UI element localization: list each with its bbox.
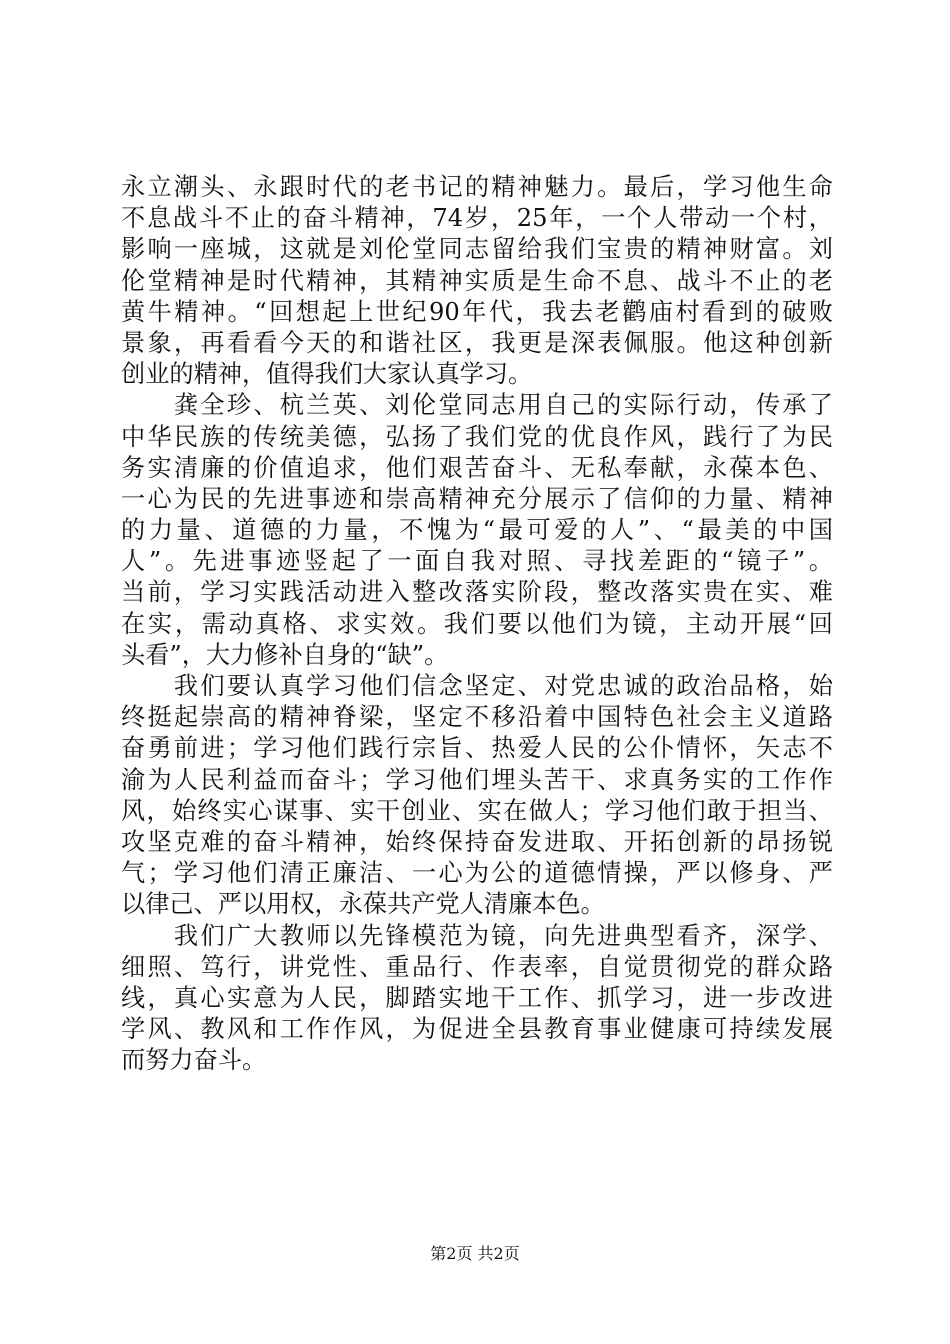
text-line: 风，始终实心谋事、实干创业、实在做人；学习他们敢于担当、 <box>121 796 833 825</box>
text-line: 细照、笃行，讲党性、重品行、作表率，自觉贯彻党的群众路 <box>121 952 833 981</box>
text-line: 当前，学习实践活动进入整改落实阶段，整改落实贵在实、难 <box>121 578 833 607</box>
text-line: 龚全珍、杭兰英、刘伦堂同志用自己的实际行动，传承了 <box>121 391 833 420</box>
text-line: 线，真心实意为人民，脚踏实地干工作、抓学习，进一步改进 <box>121 983 833 1012</box>
page-number-label: 第2页 共2页 <box>430 1244 520 1263</box>
text-line: 气；学习他们清正廉洁、一心为公的道德情操，严以修身、严 <box>121 859 833 888</box>
paragraph-4 <box>121 921 833 1077</box>
text-line: 中华民族的传统美德，弘扬了我们党的优良作风，践行了为民 <box>121 422 833 451</box>
text-line: 以律己、严以用权，永葆共产党人清廉本色。 <box>121 890 605 919</box>
paragraph-2 <box>121 390 833 671</box>
text-line: 影响一座城，这就是刘伦堂同志留给我们宝贵的精神财富。刘 <box>121 235 833 264</box>
text-line: 奋勇前进；学习他们践行宗旨、热爱人民的公仆情怀，矢志不 <box>121 734 833 763</box>
text-line: 我们广大教师以先锋模范为镜，向先进典型看齐，深学、 <box>121 921 833 950</box>
text-line: 终挺起崇高的精神脊梁，坚定不移沿着中国特色社会主义道路 <box>121 703 833 732</box>
text-line: 头看”，大力修补自身的“缺”。 <box>121 640 449 669</box>
text-line: 的力量、道德的力量，不愧为“最可爱的人”、“最美的中国 <box>121 516 833 545</box>
text-line: 伦堂精神是时代精神，其精神实质是生命不息、战斗不止的老 <box>121 266 833 295</box>
text-line: 永立潮头、永跟时代的老书记的精神魅力。最后，学习他生命 <box>121 173 833 201</box>
text-line: 在实，需动真格、求实效。我们要以他们为镜，主动开展“回 <box>121 609 833 638</box>
text-line: 人”。先进事迹竖起了一面自我对照、寻找差距的“镜子”。 <box>121 547 833 576</box>
text-line: 创业的精神，值得我们大家认真学习。 <box>121 360 533 389</box>
text-line: 我们要认真学习他们信念坚定、对党忠诚的政治品格，始 <box>121 672 833 700</box>
text-line: 黄牛精神。“回想起上世纪90年代，我去老鹳庙村看到的破败 <box>121 297 833 326</box>
text-line: 攻坚克难的奋斗精神，始终保持奋发进取、开拓创新的昂扬锐 <box>121 827 833 856</box>
paragraph-1 <box>121 172 833 390</box>
text-line: 学风、教风和工作作风，为促进全县教育事业健康可持续发展 <box>121 1015 833 1044</box>
text-line: 一心为民的先进事迹和崇高精神充分展示了信仰的力量、精神 <box>121 484 833 513</box>
paragraph-3 <box>121 671 833 921</box>
text-line: 景象，再看看今天的和谐社区，我更是深表佩服。他这种创新 <box>121 328 833 357</box>
text-line: 务实清廉的价值追求，他们艰苦奋斗、无私奉献，永葆本色、 <box>121 453 833 482</box>
text-line: 不息战斗不止的奋斗精神，74岁，25年，一个人带动一个村， <box>121 204 833 233</box>
page-footer <box>0 1244 950 1264</box>
document-body <box>121 172 833 1076</box>
text-line: 而努力奋斗。 <box>121 1046 267 1075</box>
text-line: 渝为人民利益而奋斗；学习他们埋头苦干、求真务实的工作作 <box>121 765 833 794</box>
